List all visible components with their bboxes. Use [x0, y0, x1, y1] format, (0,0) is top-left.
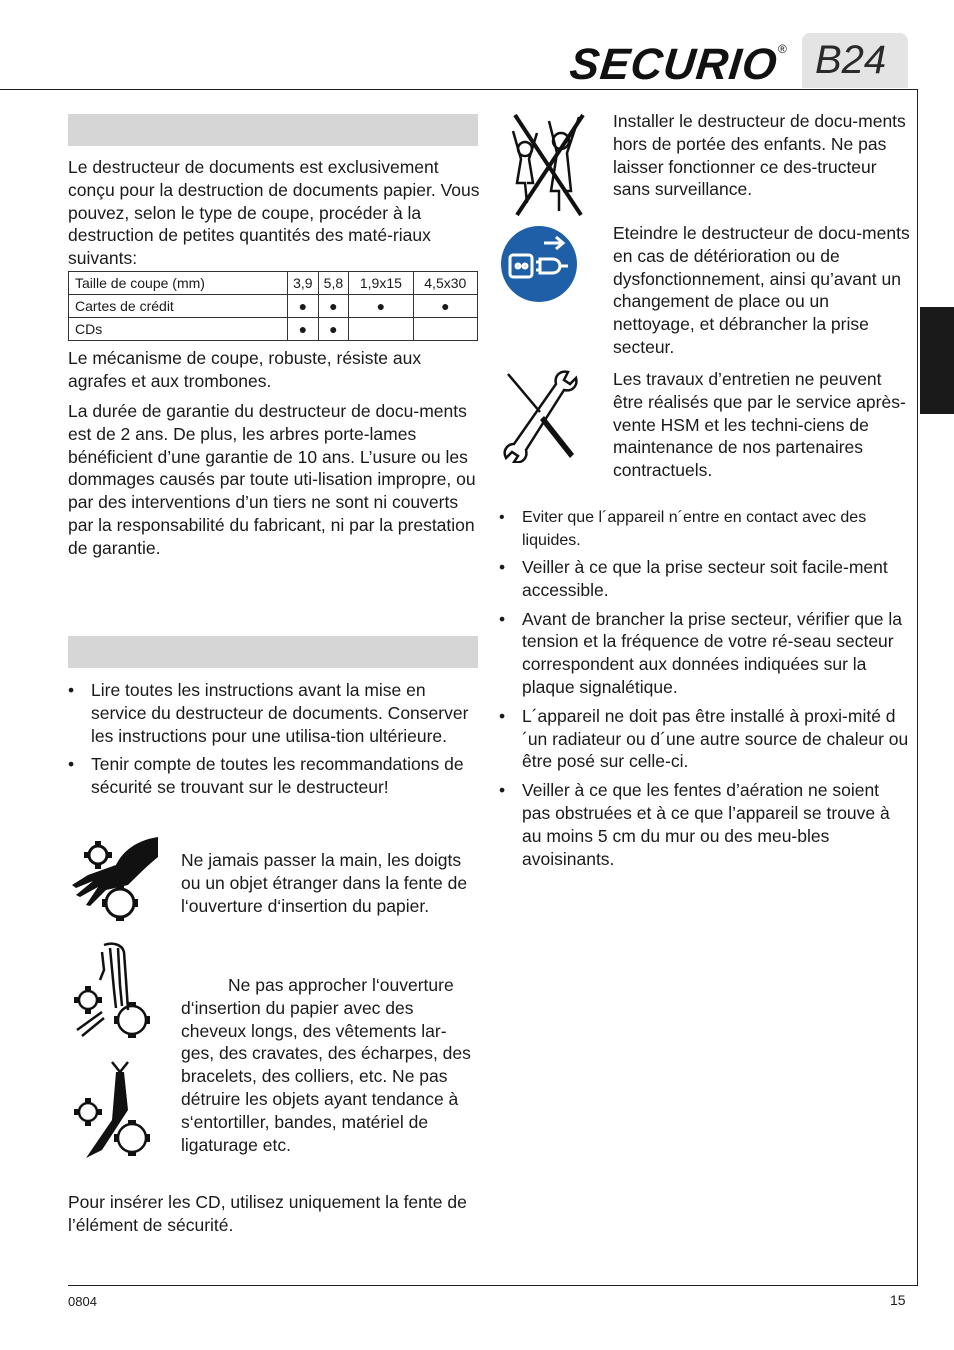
table-cell: ●: [288, 295, 319, 318]
unplug-warning-text: Eteindre le destructeur de docu-ments en cas de détérioration ou de dysfonctionnement, ainsi qu’avant un changement de place ou un nettoyage, et débrancher la prise secteur.: [613, 223, 910, 357]
section-heading-bar-usage: [68, 114, 478, 146]
table-header-row: [69, 272, 478, 295]
safety-bullet-list: [68, 679, 478, 805]
table-row: [69, 318, 478, 341]
table-header-cell: 3,9: [288, 272, 319, 295]
list-item: • Veiller à ce que la prise secteur soit facile-ment accessible.: [499, 556, 911, 602]
list-item: • L´appareil ne doit pas être installé à proxi-mité d´un radiateur ou d´une autre source de chaleur ou être posé sur celle-ci.: [499, 705, 911, 773]
table-header-cell: 4,5x30: [413, 272, 477, 295]
table-cell: ●: [318, 295, 349, 318]
table-cell: [349, 318, 413, 341]
no-children-icon: [503, 111, 593, 219]
brand-logo: SECURIO: [567, 40, 781, 89]
cd-note: Pour insérer les CD, utilisez uniquement la fente de l’élément de sécurité.: [68, 1192, 467, 1235]
section-heading-bar-safety: [68, 636, 478, 668]
children-warning-text: Installer le destructeur de docu-ments hors de portée des enfants. Ne pas laisser fonctionner ce des-tructeur sans surveillance.: [613, 111, 906, 200]
tools-icon: [500, 368, 580, 463]
table-cell: CDs: [69, 318, 288, 341]
table-cell: ●: [288, 318, 319, 341]
right-bullet-list: [499, 506, 911, 876]
table-cell: ●: [318, 318, 349, 341]
table-header-cell: 1,9x15: [349, 272, 413, 295]
right-border: [917, 89, 918, 1286]
table-cell: [413, 318, 477, 341]
table-cell: ●: [349, 295, 413, 318]
unplug-icon: [500, 225, 578, 303]
table-cell: ●: [413, 295, 477, 318]
table-row: [69, 295, 478, 318]
registered-mark: ®: [778, 42, 787, 56]
list-item: • Lire toutes les instructions avant la mise en service du destructeur de documents. Conserver les instructions pour une utilisa-tion ultérieure.: [68, 679, 478, 747]
page-number: 15: [890, 1292, 906, 1308]
hair-gears-icon: [72, 940, 162, 1045]
list-item: • Veiller à ce que les fentes d’aération ne soient pas obstruées et à ce que l’appareil se trouve à au moins 5 cm du mur ou des meu-bles avoisinants.: [499, 779, 911, 870]
service-warning-text: Les travaux d’entretien ne peuvent être réalisés que par le service après-vente HSM et les techni-ciens de maintenance de nos partenaires contractuels.: [613, 369, 906, 481]
model-name: B24: [815, 38, 887, 82]
warranty-paragraph: La durée de garantie du destructeur de docu-ments est de 2 ans. De plus, les arbres porte-lames bénéficient d’une garantie de 10 ans. L’usure ou les dommages causés par toute uti-lisation impropre, ou par des interventions d’un tiers ne sont ni couverts par la responsabilité du fabricant, ni par la prestation de garantie.: [68, 401, 476, 558]
table-header-cell: Taille de coupe (mm): [69, 272, 288, 295]
cut-size-table: [68, 271, 478, 341]
footer-rule: [68, 1285, 918, 1286]
hand-gears-icon: [68, 835, 163, 925]
tie-gears-icon: [72, 1060, 162, 1165]
header-rule: [0, 89, 918, 90]
list-item: • Avant de brancher la prise secteur, vérifier que la tension et la fréquence de votre ré-seau secteur correspondent aux données indiquées sur la plaque signalétique.: [499, 608, 911, 699]
document-code: 0804: [68, 1294, 97, 1309]
chapter-tab: [920, 307, 954, 414]
list-item: • Tenir compte de toutes les recommandations de sécurité se trouvant sur le destructeur!: [68, 753, 478, 799]
list-item: • Eviter que l´appareil n´entre en contact avec des liquides.: [499, 506, 911, 552]
table-header-cell: 5,8: [318, 272, 349, 295]
intro-paragraph: Le destructeur de documents est exclusivement conçu pour la destruction de documents papier. Vous pouvez, selon le type de coupe, procéder à la destruction de petites quantités des maté-riaux suivants:: [68, 157, 480, 269]
hand-warning-text: Ne jamais passer la main, les doigts ou un objet étranger dans la fente de l‘ouverture d‘insertion du papier.: [181, 850, 468, 916]
hair-warning-text: Ne pas approcher l‘ouverture d‘insertion du papier avec des cheveux longs, des vêtements lar-ges, des cravates, des écharpes, des bracelets, des colliers, etc. Ne pas détruire les objets ayant tendance à s‘entortiller, bandes, matériel de ligaturage etc.: [181, 975, 471, 1155]
table-cell: Cartes de crédit: [69, 295, 288, 318]
mechanism-paragraph: Le mécanisme de coupe, robuste, résiste aux agrafes et aux trombones.: [68, 348, 422, 391]
